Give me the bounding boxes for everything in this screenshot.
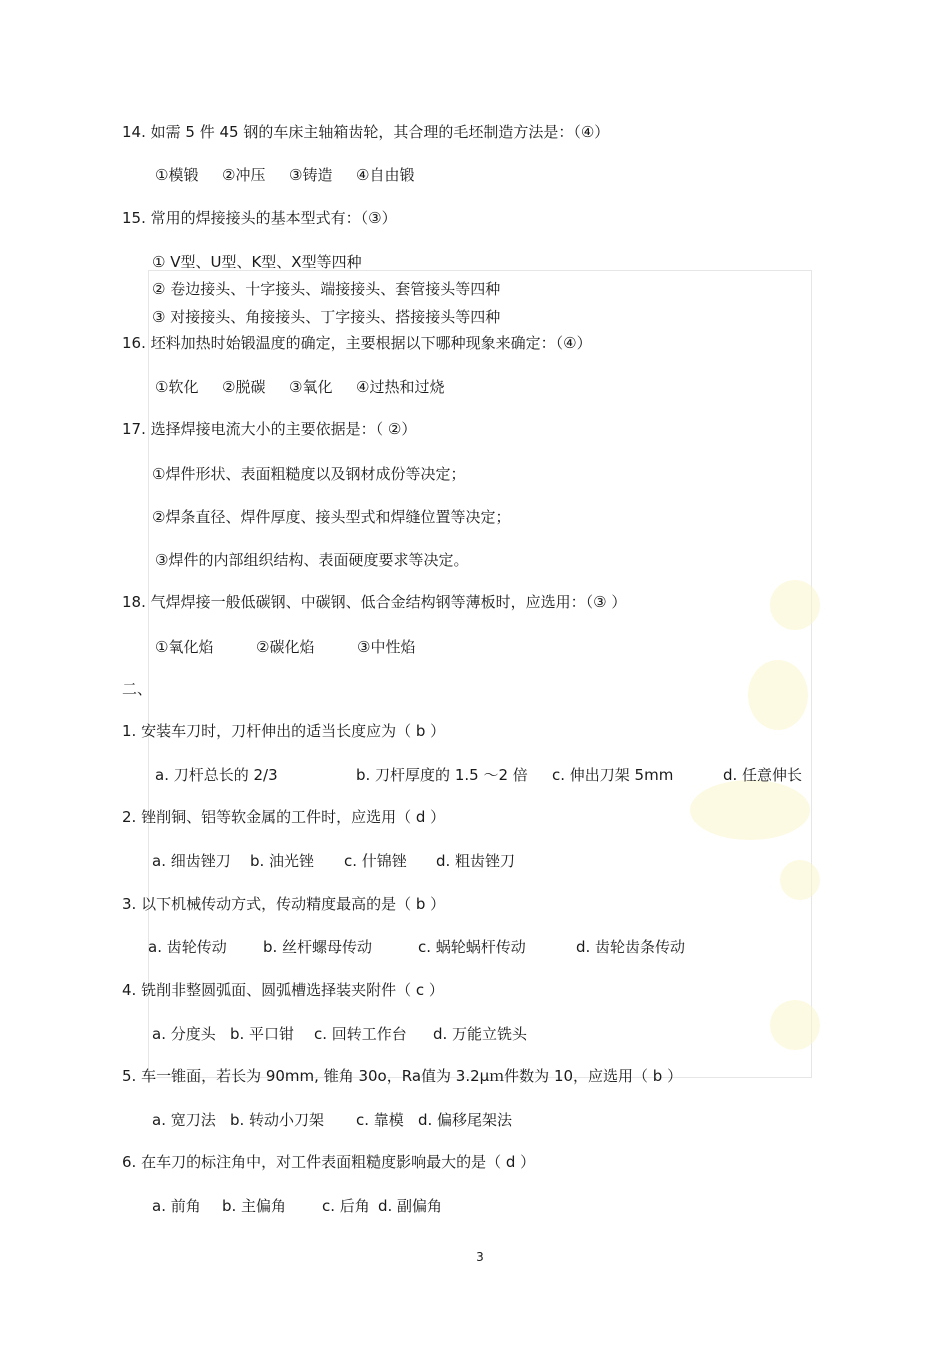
question-stem: 18. 气焊焊接一般低碳钢、中碳钢、低合金结构钢等薄板时，应选用：（③ ） <box>122 593 627 611</box>
option: b. 主偏角 <box>222 1197 287 1215</box>
watermark-stain <box>748 660 808 730</box>
option: a. 前角 <box>152 1197 201 1215</box>
option: a. 齿轮传动 <box>148 938 227 956</box>
option: b. 刀杆厚度的 1.5 ～2 倍 <box>356 766 528 784</box>
option: d. 万能立铣头 <box>433 1025 528 1043</box>
option: ③氧化 <box>289 378 333 396</box>
option: b. 油光锉 <box>250 852 315 870</box>
question-stem: 2. 锉削铜、铝等软金属的工件时，应选用（ d ） <box>122 808 446 826</box>
question-options <box>148 937 685 957</box>
watermark-stain <box>770 1000 820 1050</box>
option: d. 齿轮齿条传动 <box>576 938 686 956</box>
question-options <box>155 377 444 397</box>
option: a. 细齿锉刀 <box>152 852 231 870</box>
question-stem: 17. 选择焊接电流大小的主要依据是：（ ②） <box>122 420 417 438</box>
option: ③中性焰 <box>357 638 416 656</box>
question-options <box>155 637 415 657</box>
option: d. 副偏角 <box>378 1197 443 1215</box>
option: a. 宽刀法 <box>152 1111 216 1129</box>
question-option: ①焊件形状、表面粗糙度以及钢材成份等决定； <box>152 465 466 483</box>
question-option: ② 卷边接头、十字接头、端接接头、套管接头等四种 <box>152 280 501 298</box>
watermark-stain <box>770 580 820 630</box>
question-option: ③ 对接接头、角接接头、丁字接头、搭接接头等四种 <box>152 308 501 326</box>
question-stem: 1. 安装车刀时，刀杆伸出的适当长度应为（ b ） <box>122 722 446 740</box>
question-options <box>152 1196 442 1216</box>
option: ④自由锻 <box>356 166 415 184</box>
question-stem: 15. 常用的焊接接头的基本型式有：（③） <box>122 209 397 227</box>
option: d. 粗齿锉刀 <box>436 852 516 870</box>
question-stem: 6. 在车刀的标注角中，对工件表面粗糙度影响最大的是（ d ） <box>122 1153 536 1171</box>
question-stem: 5. 车一锥面，若长为 90mm, 锥角 30o，Ra值为 3.2μｍ件数为 10，应选用（ b ） <box>122 1067 683 1085</box>
option: c. 伸出刀架 5mm <box>552 766 674 784</box>
question-stem: 4. 铣削非整圆弧面、圆弧槽选择装夹附件（ c ） <box>122 981 444 999</box>
question-stem: 3. 以下机械传动方式，传动精度最高的是（ b ） <box>122 895 446 913</box>
question-options <box>152 1110 512 1130</box>
option: d. 任意伸长 <box>723 766 803 784</box>
option: c. 回转工作台 <box>314 1025 407 1043</box>
question-stem: 16. 坯料加热时始锻温度的确定，主要根据以下哪种现象来确定：（④） <box>122 334 592 352</box>
option: b. 转动小刀架 <box>230 1111 325 1129</box>
option: ③铸造 <box>289 166 333 184</box>
option: c. 后角 <box>322 1197 370 1215</box>
option: ②脱碳 <box>222 378 266 396</box>
option: a. 分度头 <box>152 1025 216 1043</box>
option: b. 平口钳 <box>230 1025 295 1043</box>
option: b. 丝杆螺母传动 <box>263 938 373 956</box>
question-option: ②焊条直径、焊件厚度、接头型式和焊缝位置等决定； <box>152 508 511 526</box>
question-options <box>152 851 515 871</box>
watermark-stain <box>780 860 820 900</box>
option: ④过热和过烧 <box>356 378 445 396</box>
question-option: ① V型、U型、K型、X型等四种 <box>152 253 362 271</box>
question-options <box>155 765 802 785</box>
option: c. 靠模 <box>356 1111 404 1129</box>
section-heading: 二、 <box>122 680 153 698</box>
option: c. 什锦锉 <box>344 852 407 870</box>
question-options <box>155 165 414 185</box>
page-number: 3 <box>476 1250 484 1264</box>
question-options <box>152 1024 527 1044</box>
watermark-stain <box>690 780 810 840</box>
option: ②冲压 <box>222 166 266 184</box>
option: ①氧化焰 <box>155 638 214 656</box>
option: d. 偏移尾架法 <box>418 1111 513 1129</box>
question-stem: 14. 如需 5 件 45 钢的车床主轴箱齿轮，其合理的毛坯制造方法是：（④） <box>122 123 610 141</box>
option: ①软化 <box>155 378 199 396</box>
question-option: ③焊件的内部组织结构、表面硬度要求等决定。 <box>155 551 469 569</box>
option: ①模锻 <box>155 166 199 184</box>
option: a. 刀杆总长的 2/3 <box>155 766 278 784</box>
option: ②碳化焰 <box>256 638 315 656</box>
option: c. 蜗轮蜗杆传动 <box>418 938 526 956</box>
